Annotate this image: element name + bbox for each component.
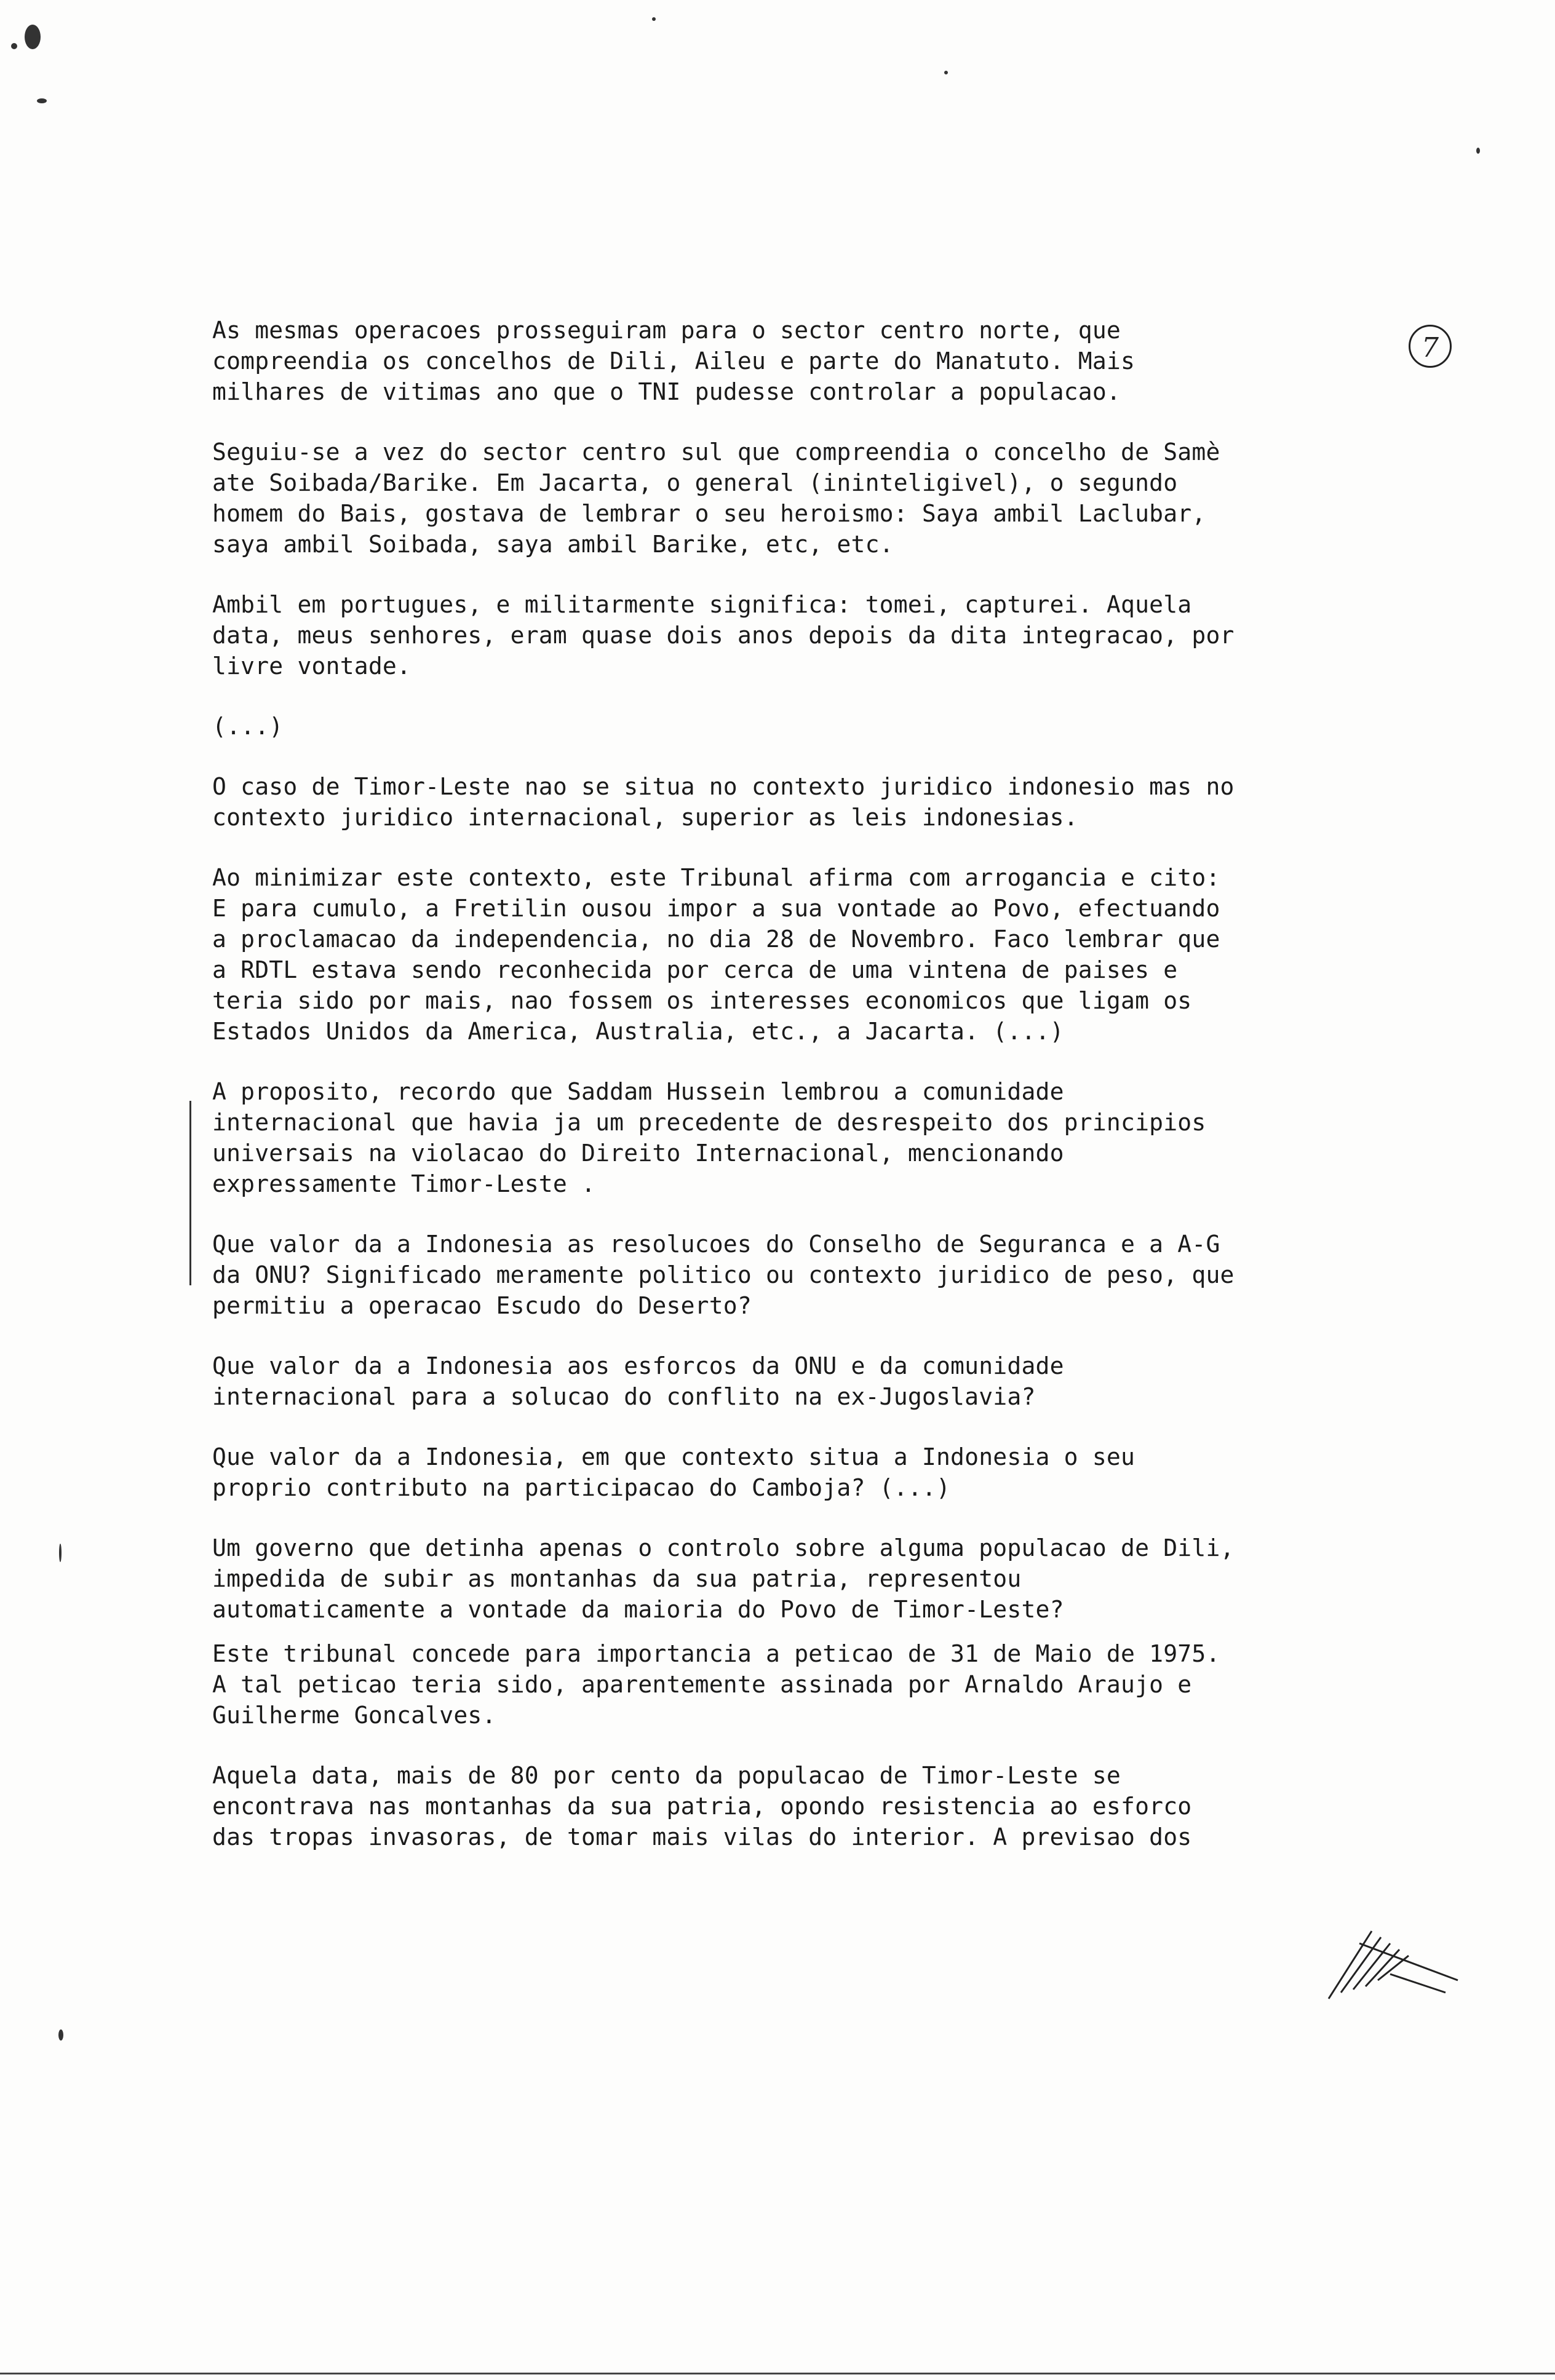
scan-speck xyxy=(59,1544,62,1562)
paragraph: Aquela data, mais de 80 por cento da populacao de Timor-Leste se encontrava nas montanhas da sua patria, opondo resistencia ao esforco das tropas invasoras, de tomar mais vilas do interior. A previsao dos xyxy=(212,1762,1206,1850)
paragraph: Que valor da a Indonesia, em que contexto situa a Indonesia o seu proprio contributo na participacao do Camboja? (...) xyxy=(212,1443,1150,1501)
paragraph: Que valor da a Indonesia aos esforcos da ONU e da comunidade internacional para a solucao do conflito na ex-Jugoslavia? xyxy=(212,1352,1078,1410)
body-text xyxy=(212,315,1249,1882)
scan-speck xyxy=(944,71,948,74)
scan-speck xyxy=(652,17,656,21)
paragraph: Seguiu-se a vez do sector centro sul que compreendia o concelho de Samè ate Soibada/Barike. Em Jacarta, o general (ininteligivel), o segundo homem do Bais, gostava de lembrar o seu heroismo: Saya ambil Laclubar, saya ambil Soibada, saya ambil Barike, etc, etc. xyxy=(212,438,1235,558)
scan-speck xyxy=(37,98,47,103)
scan-speck xyxy=(58,2029,63,2041)
scan-speck xyxy=(25,25,41,49)
scan-speck xyxy=(11,43,17,49)
page-number: 7 xyxy=(1409,325,1452,368)
paragraph: A proposito, recordo que Saddam Hussein lembrou a comunidade internacional que havia ja um precedente de desrespeito dos principios universais na violacao do Direito Internacional, mencionando expressamente Timor-Leste . xyxy=(212,1078,1220,1197)
paragraph: Ambil em portugues, e militarmente significa: tomei, capturei. Aquela data, meus senhores, eram quase dois anos depois da dita integracao, por livre vontade. xyxy=(212,591,1249,680)
paragraph: O caso de Timor-Leste nao se situa no contexto juridico indonesio mas no contexto juridico internacional, superior as leis indonesias. xyxy=(212,773,1249,831)
paragraph: Que valor da a Indonesia as resolucoes do Conselho de Seguranca e a A-G da ONU? Significado meramente politico ou contexto juridico de peso, que permitiu a operacao Escudo do Deserto? xyxy=(212,1231,1249,1319)
scan-bottom-edge xyxy=(0,2373,1555,2374)
paragraph: Ao minimizar este contexto, este Tribunal afirma com arrogancia e cito: E para cumulo, a Fretilin ousou impor a sua vontade ao Povo, efectuando a proclamacao da independencia, no dia 28 de Novembro. Faco lembrar que a RDTL estava sendo reconhecida por cerca de uma vintena de paises e teria sido por mais, nao fossem os interesses economicos que ligam os Estados Unidos da America, Australia, etc., a Jacarta. (...) xyxy=(212,864,1235,1045)
scan-speck xyxy=(1476,148,1480,154)
paragraph: Este tribunal concede para importancia a peticao de 31 de Maio de 1975. A tal peticao teria sido, aparentemente assinada por Arnaldo Araujo e Guilherme Goncalves. xyxy=(212,1640,1235,1729)
paragraph: Um governo que detinha apenas o controlo sobre alguma populacao de Dili, impedida de subir as montanhas da sua patria, representou automaticamente a vontade da maioria do Povo de Timor-Leste? xyxy=(212,1534,1249,1623)
scan-scribble xyxy=(1322,1906,1464,2005)
paragraph: (...) xyxy=(212,713,284,740)
margin-bracket-mark xyxy=(189,1101,197,1285)
paragraph: As mesmas operacoes prosseguiram para o sector centro norte, que compreendia os concelhos de Dili, Aileu e parte do Manatuto. Mais milhares de vitimas ano que o TNI pudesse controlar a populacao. xyxy=(212,317,1150,405)
